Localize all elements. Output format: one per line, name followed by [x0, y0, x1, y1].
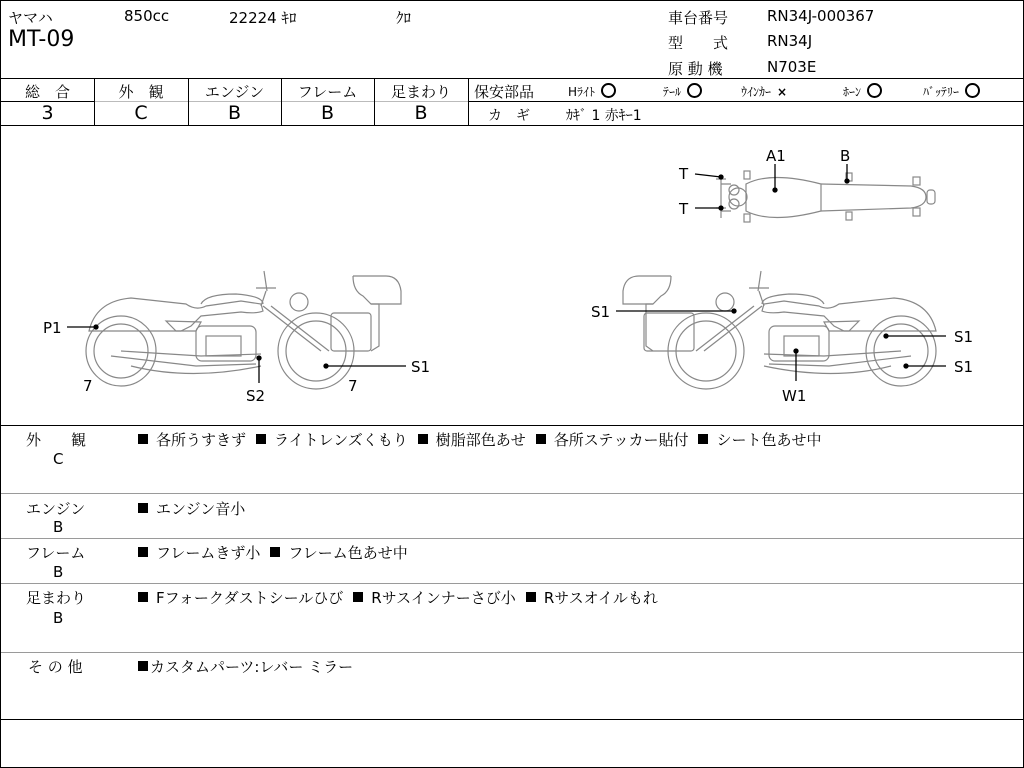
frame-no-label: 車台番号 — [668, 9, 729, 27]
ok-circle-icon — [867, 83, 882, 98]
callout-dot — [904, 364, 908, 368]
grade-value-overall: 3 — [41, 102, 54, 124]
divider — [1, 538, 1023, 539]
left-side-view-diagram — [86, 271, 401, 389]
model-name: MT-09 — [8, 27, 75, 52]
callout-label: T — [679, 165, 689, 183]
remark-item: Rサスオイルもれ — [543, 589, 658, 607]
safety-item-battery — [923, 83, 980, 100]
section-title-frame: フレーム — [26, 544, 86, 562]
callout-label: P1 — [43, 319, 62, 337]
safety-item-label: Hﾗｲﾄ — [568, 85, 596, 99]
safety-item-taillight — [663, 83, 702, 100]
callout-label: 7 — [83, 377, 93, 395]
bullet-icon — [698, 434, 708, 444]
displacement: 850cc — [124, 7, 170, 25]
safety-item-headlight — [568, 83, 616, 100]
top-view-diagram — [716, 171, 935, 222]
remark-item: Fフォークダストシールひび — [156, 589, 344, 607]
callout-dot — [794, 349, 798, 353]
section-items-suspension — [138, 587, 658, 608]
frame-no: RN34J-000367 — [767, 7, 875, 25]
safety-item-label: ﾎｰﾝ — [843, 85, 862, 99]
grade-label-exterior: 外 観 — [118, 83, 164, 101]
maker: ヤマハ — [8, 9, 53, 27]
section-items-engine — [138, 498, 245, 519]
callout-label: W1 — [782, 387, 807, 405]
grade-label-frame: フレーム — [297, 83, 358, 101]
callout-dot — [257, 356, 261, 360]
divider — [468, 78, 469, 125]
ok-circle-icon — [601, 83, 616, 98]
section-items-exterior — [138, 429, 821, 450]
section-grade-engine: B — [53, 518, 64, 536]
remark-item: 各所うすきず — [156, 431, 247, 449]
safety-item-label: ﾊﾞｯﾃﾘｰ — [923, 85, 960, 99]
divider — [1, 583, 1023, 584]
section-title-engine: エンジン — [26, 500, 86, 518]
bullet-icon — [256, 434, 266, 444]
remark-item: 各所ステッカー貼付 — [553, 431, 689, 449]
remark-item: フレームきず小 — [156, 544, 261, 562]
callout-label: S1 — [411, 358, 431, 376]
safety-label: 保安部品 — [474, 83, 535, 101]
section-title-exterior: 外 観 — [26, 431, 87, 449]
callout-dot — [845, 179, 849, 183]
motorcycle-diagram — [1, 126, 1023, 424]
type-label: 型 式 — [668, 34, 729, 52]
ok-circle-icon — [965, 83, 980, 98]
bullet-icon — [138, 661, 148, 671]
engine-label: 原 動 機 — [668, 60, 723, 78]
divider — [468, 101, 1023, 102]
safety-item-horn — [843, 83, 882, 100]
bullet-icon — [353, 592, 363, 602]
bullet-icon — [270, 547, 280, 557]
bullet-icon — [138, 547, 148, 557]
divider — [1, 652, 1023, 653]
section-items-frame — [138, 542, 408, 563]
grade-label-engine: エンジン — [204, 83, 265, 101]
ng-cross-icon: × — [777, 85, 788, 99]
remark-item: フレーム色あせ中 — [288, 544, 408, 562]
safety-item-label: ﾃｰﾙ — [663, 85, 682, 99]
engine-value: N703E — [767, 58, 817, 76]
grade-label-suspension: 足まわり — [390, 83, 451, 101]
section-grade-suspension: B — [53, 609, 64, 627]
body-color: ｸﾛ — [396, 9, 412, 27]
grade-value-engine: B — [227, 102, 242, 124]
callout-dot — [773, 188, 777, 192]
bullet-icon — [138, 434, 148, 444]
callout-label: B — [840, 147, 851, 165]
damage-callouts — [67, 164, 946, 383]
bullet-icon — [536, 434, 546, 444]
callout-label: 7 — [348, 377, 358, 395]
section-grade-frame: B — [53, 563, 64, 581]
bullet-icon — [418, 434, 428, 444]
callout-label: T — [679, 200, 689, 218]
remark-item: エンジン音小 — [156, 500, 246, 518]
callout-dot — [884, 334, 888, 338]
mileage: 22224 ｷﾛ — [229, 9, 297, 27]
section-title-suspension: 足まわり — [26, 589, 87, 607]
callout-label: S1 — [591, 303, 611, 321]
bullet-icon — [138, 592, 148, 602]
divider — [1, 78, 1023, 79]
remark-item: 樹脂部色あせ — [435, 431, 526, 449]
callout-label: S1 — [954, 358, 974, 376]
callout-label: S2 — [246, 387, 266, 405]
remark-item: カスタムパーツ:レバー ミラー — [150, 658, 354, 676]
section-title-other: そ の 他 — [28, 658, 83, 676]
callout-label: S1 — [954, 328, 974, 346]
divider — [1, 719, 1023, 720]
callout-dot — [94, 325, 98, 329]
grade-label-overall: 総 合 — [24, 83, 70, 101]
ok-circle-icon — [687, 83, 702, 98]
divider — [1, 493, 1023, 494]
divider — [1, 425, 1023, 426]
section-items-other — [138, 656, 353, 677]
remark-item: Rサスインナーさび小 — [371, 589, 516, 607]
remark-item: ライトレンズくもり — [274, 431, 408, 449]
remark-item: シート色あせ中 — [716, 431, 822, 449]
type-value: RN34J — [767, 32, 813, 50]
key-value: ｶｷﾞ 1 赤ｷｰ1 — [566, 108, 642, 124]
callout-label: A1 — [766, 147, 786, 165]
bullet-icon — [138, 503, 148, 513]
bullet-icon — [526, 592, 536, 602]
callout-dot — [719, 206, 723, 210]
key-label: カ ギ — [488, 108, 530, 124]
grade-value-exterior: C — [134, 102, 148, 124]
section-grade-exterior: C — [53, 450, 64, 468]
safety-item-winker — [741, 83, 787, 100]
callout-dot — [324, 364, 328, 368]
grade-value-suspension: B — [414, 102, 428, 124]
grade-value-frame: B — [320, 102, 335, 124]
callout-dot — [732, 309, 736, 313]
callout-dot — [719, 175, 723, 179]
safety-item-label: ｳｲﾝｶｰ — [741, 85, 772, 99]
right-side-view-diagram — [623, 271, 936, 389]
